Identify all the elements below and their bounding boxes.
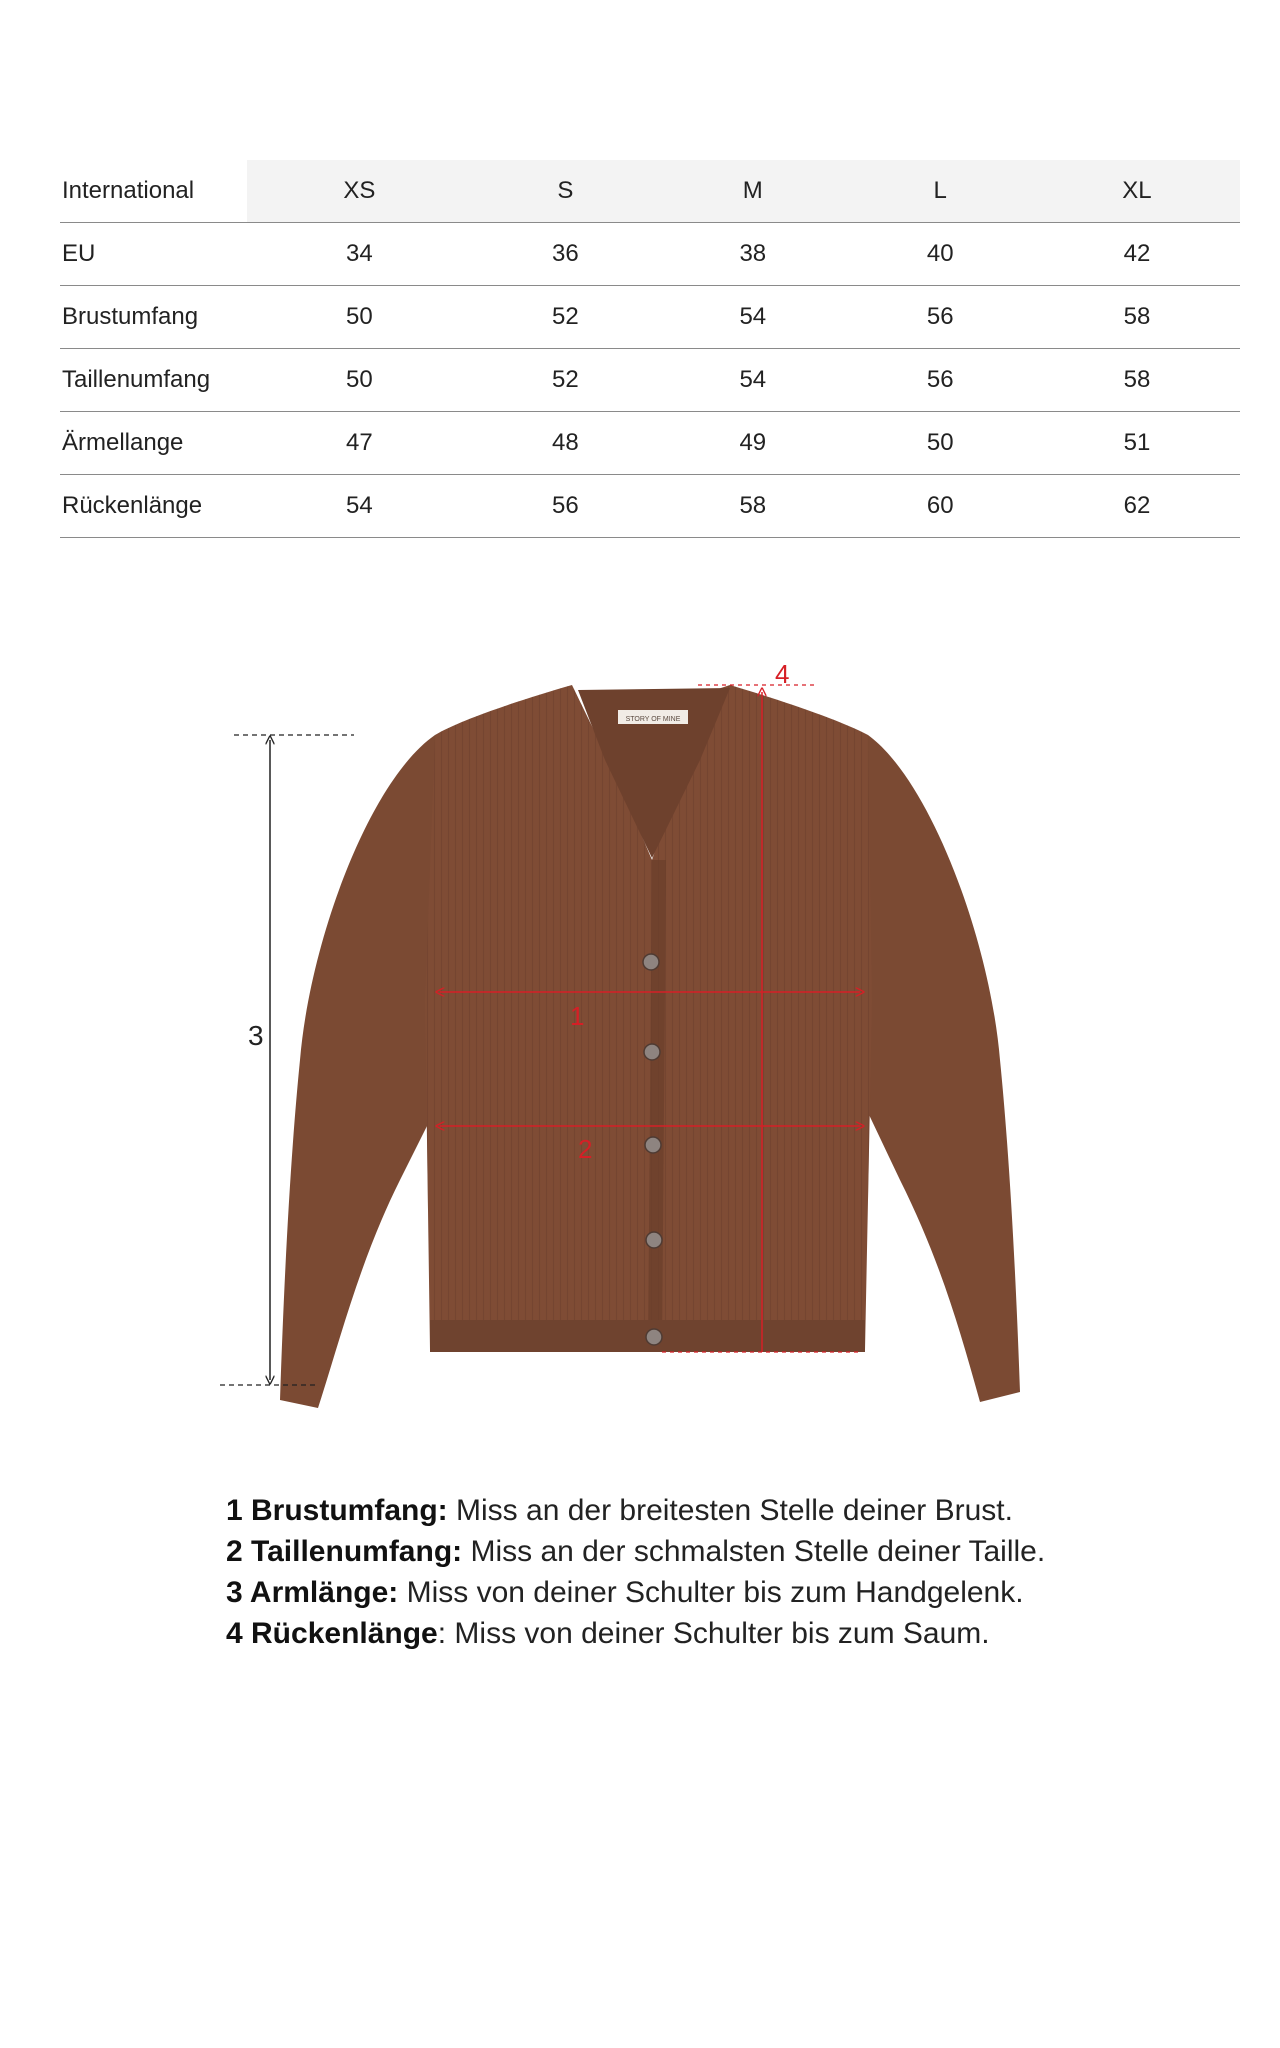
table-header-row xyxy=(60,160,1240,223)
button-dot xyxy=(646,1232,662,1248)
table-cell: 58 xyxy=(659,475,846,538)
table-row xyxy=(60,286,1240,349)
table-cell: 36 xyxy=(472,223,659,286)
table-cell: 51 xyxy=(1034,412,1240,475)
row-label: Ärmellange xyxy=(60,412,247,475)
size-xl: XL xyxy=(1034,160,1240,223)
legend-term: 2 Taillenumfang: xyxy=(226,1535,463,1568)
table-row xyxy=(60,412,1240,475)
legend-item xyxy=(226,1531,1186,1572)
table-cell: 48 xyxy=(472,412,659,475)
table-cell: 56 xyxy=(472,475,659,538)
legend-text: : Miss von deiner Schulter bis zum Saum. xyxy=(437,1617,990,1650)
button-dot xyxy=(645,1137,661,1153)
legend-item xyxy=(226,1490,1186,1531)
legend-term: 1 Brustumfang: xyxy=(226,1494,448,1527)
brand-label-text: STORY OF MINE xyxy=(625,716,681,723)
table-cell: 58 xyxy=(1034,286,1240,349)
size-chart-table xyxy=(60,160,1240,538)
marker-4: 4 xyxy=(775,659,790,689)
table-cell: 52 xyxy=(472,286,659,349)
table-cell: 60 xyxy=(847,475,1034,538)
table-cell: 50 xyxy=(247,349,472,412)
table-cell: 38 xyxy=(659,223,846,286)
size-xs: XS xyxy=(247,160,472,223)
table-row xyxy=(60,475,1240,538)
legend-item xyxy=(226,1613,1186,1654)
table-cell: 40 xyxy=(847,223,1034,286)
table-cell: 52 xyxy=(472,349,659,412)
table-cell: 42 xyxy=(1034,223,1240,286)
row-label: Rückenlänge xyxy=(60,475,247,538)
marker-3: 3 xyxy=(248,1020,264,1051)
size-l: L xyxy=(847,160,1034,223)
legend-term: 3 Armlänge: xyxy=(226,1576,399,1609)
row-label: Brustumfang xyxy=(60,286,247,349)
row-label: Taillenumfang xyxy=(60,349,247,412)
cardigan-illustration xyxy=(200,640,1100,1420)
size-m: M xyxy=(659,160,846,223)
legend-text: Miss an der schmalsten Stelle deiner Taille. xyxy=(462,1535,1046,1568)
table-cell: 56 xyxy=(847,286,1034,349)
size-s: S xyxy=(472,160,659,223)
legend-item xyxy=(226,1572,1186,1613)
table-cell: 34 xyxy=(247,223,472,286)
legend-text: Miss von deiner Schulter bis zum Handgelenk. xyxy=(398,1576,1024,1609)
marker-2: 2 xyxy=(578,1134,593,1164)
table-cell: 49 xyxy=(659,412,846,475)
legend-term: 4 Rückenlänge xyxy=(226,1617,438,1650)
table-row xyxy=(60,349,1240,412)
legend-text: Miss an der breitesten Stelle deiner Brust. xyxy=(447,1494,1013,1527)
button-dot xyxy=(644,1044,660,1060)
table-cell: 47 xyxy=(247,412,472,475)
row-label: EU xyxy=(60,223,247,286)
table-cell: 56 xyxy=(847,349,1034,412)
measurement-diagram xyxy=(200,640,1100,1420)
table-row xyxy=(60,223,1240,286)
marker-1: 1 xyxy=(570,1001,585,1031)
table-cell: 58 xyxy=(1034,349,1240,412)
table-cell: 54 xyxy=(247,475,472,538)
button-dot xyxy=(646,1329,662,1345)
table-cell: 50 xyxy=(847,412,1034,475)
table-cell: 62 xyxy=(1034,475,1240,538)
table-cell: 54 xyxy=(659,286,846,349)
button-dot xyxy=(643,954,659,970)
measurement-legend xyxy=(226,1490,1186,1654)
table-cell: 50 xyxy=(247,286,472,349)
table-cell: 54 xyxy=(659,349,846,412)
header-label: International xyxy=(60,160,247,223)
